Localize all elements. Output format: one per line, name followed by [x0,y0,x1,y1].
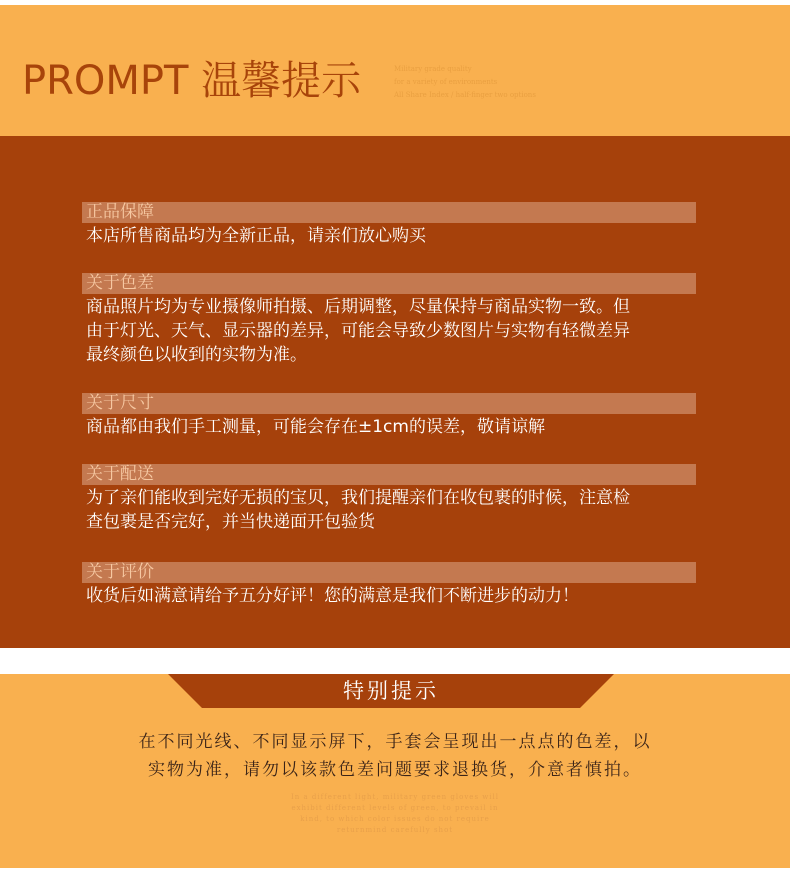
section-heading: 关于评价 [82,562,696,583]
section-review [82,562,696,608]
tip-faint-line: kind, to which color issues do not require [300,815,490,823]
section-line: 为了亲们能收到完好无损的宝贝，我们提醒亲们在收包裹的时候，注意检 [86,488,630,508]
section-heading: 关于尺寸 [82,393,696,414]
header-band [0,5,790,136]
section-line: 商品照片均为专业摄像师拍摄、后期调整，尽量保持与商品实物一致。但 [86,297,630,317]
section-size [82,393,696,439]
section-heading: 正品保障 [82,202,696,223]
tip-english-note [0,792,790,836]
section-body [82,295,696,367]
section-line: 收货后如满意请给予五分好评！您的满意是我们不断进步的动力！ [86,586,579,606]
section-heading: 关于色差 [82,273,696,294]
header-subtitle-line: for a variety of environments [394,78,498,86]
tip-faint-line: returnmind carefully shot [336,826,454,834]
section-body [82,584,696,608]
header-subtitle [394,63,654,102]
tip-banner [168,674,614,708]
section-line: 本店所售商品均为全新正品，请亲们放心购买 [86,226,426,246]
info-panel [0,136,790,648]
tip-line: 实物为准，请勿以该款色差问题要求退换货，介意者慎拍。 [148,760,642,780]
header-subtitle-line: All Share Index / half-finger two options [394,91,536,99]
section-color [82,273,696,367]
section-heading: 关于配送 [82,464,696,485]
tip-title: 特别提示 [343,679,439,703]
special-tip [0,674,790,868]
tip-text [0,728,790,784]
page-title: PROMPT 温馨提示 [22,58,362,104]
section-body [82,486,696,534]
tip-faint-line: In a different light, military green gloves will [291,793,499,801]
section-line: 商品都由我们手工测量，可能会存在±1cm的误差，敬请谅解 [86,417,545,437]
tip-line: 在不同光线、不同显示屏下，手套会呈现出一点点的色差，以 [138,732,652,752]
section-delivery [82,464,696,534]
header-subtitle-line: Military grade quality [394,65,472,73]
section-line: 最终颜色以收到的实物为准。 [86,345,307,365]
section-authentic [82,202,696,248]
section-body [82,415,696,439]
section-line: 查包裹是否完好，并当快递面开包验货 [86,512,375,532]
section-line: 由于灯光、天气、显示器的差异，可能会导致少数图片与实物有轻微差异 [86,321,630,341]
tip-faint-line: exhibit different levels of green, to prevail in [291,804,499,812]
section-body [82,224,696,248]
